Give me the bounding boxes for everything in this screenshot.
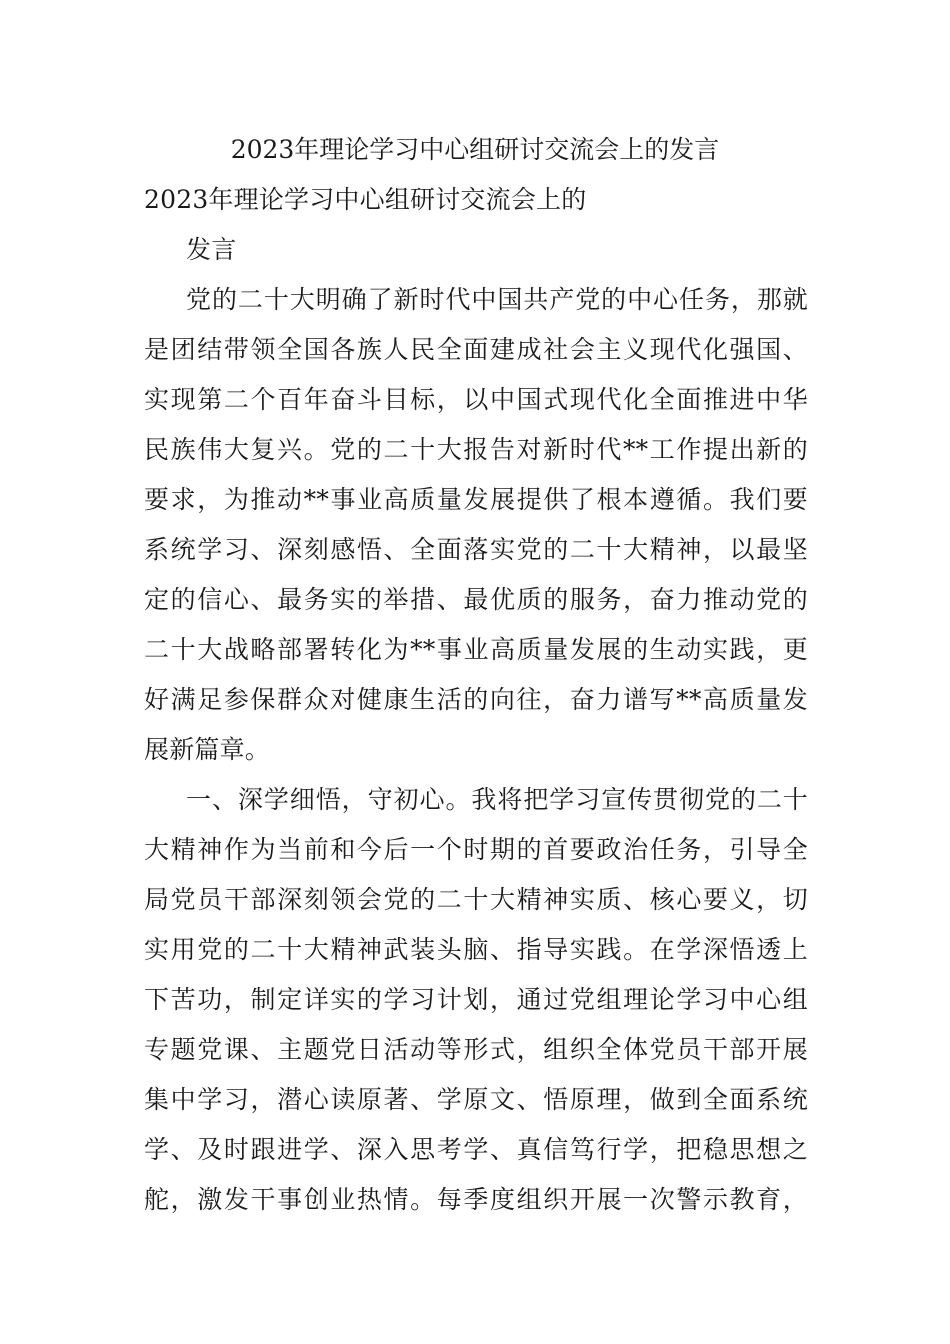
paragraph-2-line: 舵，激发干事创业热情。每季度组织开展一次警示教育， xyxy=(144,1185,808,1214)
paragraph-1-line: 是团结带领全国各族人民全面建成社会主义现代化强国、 xyxy=(144,335,808,364)
paragraph-1-line: 系统学习、深刻感悟、全面落实党的二十大精神，以最坚 xyxy=(144,535,808,564)
paragraph-1-line: 展新篇章。 xyxy=(144,735,271,764)
paragraph-2-line: 学、及时跟进学、深入思考学、真信笃行学，把稳思想之 xyxy=(144,1135,808,1164)
paragraph-2-line: 一、深学细悟，守初心。我将把学习宣传贯彻党的二十 xyxy=(186,785,808,814)
paragraph-1-line: 要求，为推动**事业高质量发展提供了根本遵循。我们要 xyxy=(144,485,808,514)
paragraph-1-line: 定的信心、最务实的举措、最优质的服务，奋力推动党的 xyxy=(144,585,808,614)
paragraph-1-line: 民族伟大复兴。党的二十大报告对新时代**工作提出新的 xyxy=(144,435,808,464)
paragraph-2-line: 局党员干部深刻领会党的二十大精神实质、核心要义，切 xyxy=(144,885,808,914)
paragraph-2-line: 专题党课、主题党日活动等形式，组织全体党员干部开展 xyxy=(144,1035,808,1064)
paragraph-2-line: 大精神作为当前和今后一个时期的首要政治任务，引导全 xyxy=(144,835,808,864)
paragraph-1-line: 实现第二个百年奋斗目标，以中国式现代化全面推进中华 xyxy=(144,385,808,414)
paragraph-2-line: 集中学习，潜心读原著、学原文、悟原理，做到全面系统 xyxy=(144,1085,808,1114)
paragraph-1-line: 党的二十大明确了新时代中国共产党的中心任务，那就 xyxy=(186,285,808,314)
heading-line-1: 2023年理论学习中心组研讨交流会上的 xyxy=(144,185,587,214)
heading-line-2: 发言 xyxy=(186,235,237,264)
paragraph-1-line: 好满足参保群众对健康生活的向往，奋力谱写**高质量发 xyxy=(144,685,808,714)
paragraph-2-line: 下苦功，制定详实的学习计划，通过党组理论学习中心组 xyxy=(144,985,808,1014)
paragraph-2-line: 实用党的二十大精神武装头脑、指导实践。在学深悟透上 xyxy=(144,935,808,964)
document-title: 2023年理论学习中心组研讨交流会上的发言 xyxy=(230,135,720,164)
paragraph-1-line: 二十大战略部署转化为**事业高质量发展的生动实践，更 xyxy=(144,635,808,664)
